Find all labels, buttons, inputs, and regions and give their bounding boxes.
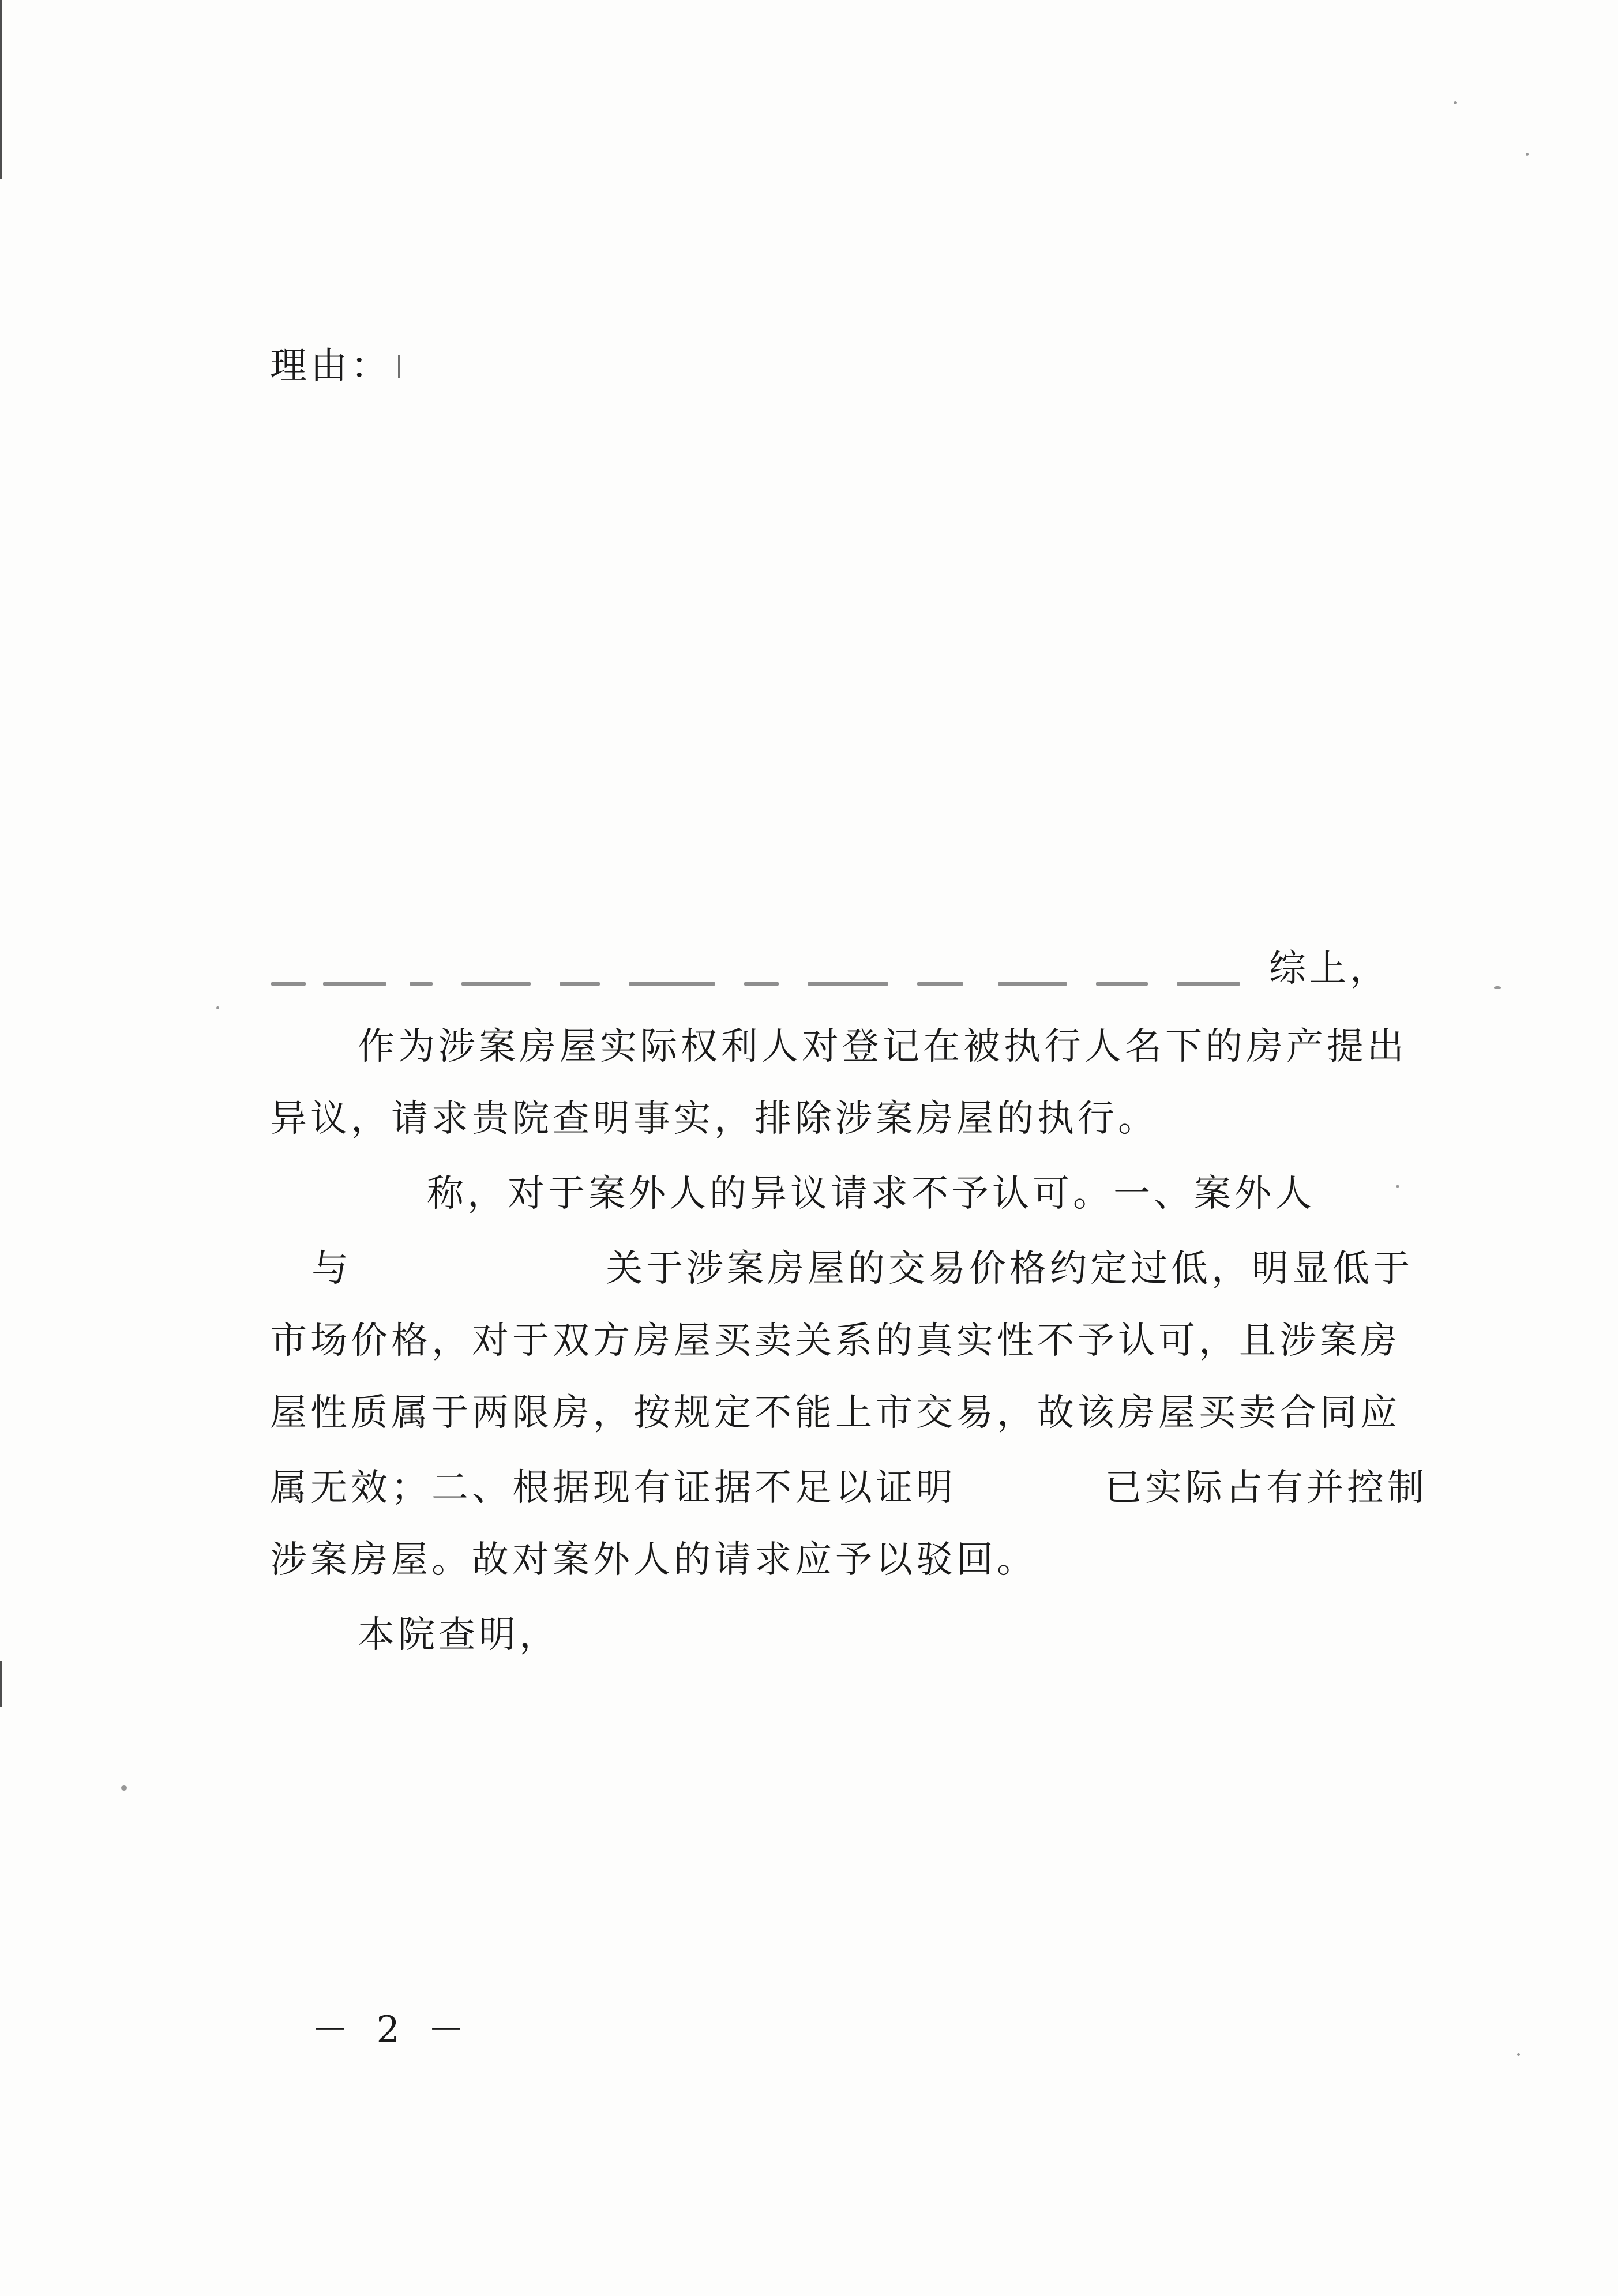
scan-speck xyxy=(1517,2053,1520,2056)
reason-label: 理由： xyxy=(270,345,391,388)
paragraph2-line6: 涉案房屋。故对案外人的请求应予以驳回。 xyxy=(270,1539,1037,1581)
paragraph2-line2-start: 与 xyxy=(311,1247,352,1290)
court-finding: 本院查明， xyxy=(358,1614,560,1656)
scan-edge-mark xyxy=(0,0,2,179)
page-number: － 2 － xyxy=(311,2009,473,2051)
scan-speck xyxy=(1396,1185,1399,1188)
paragraph2-line5-end: 已实际占有并控制 xyxy=(1105,1467,1428,1509)
redaction-stroke xyxy=(398,355,400,378)
summary-tail: 综上， xyxy=(1269,948,1390,990)
paragraph2-line1: 称，对于案外人的异议请求不予认可。一、案外人 xyxy=(427,1173,1315,1215)
scan-speck xyxy=(1526,153,1529,156)
paragraph1-line1: 作为涉案房屋实际权利人对登记在被执行人名下的房产提出 xyxy=(358,1025,1407,1068)
scan-edge-mark xyxy=(0,1661,2,1707)
paragraph1-line2: 异议，请求贵院查明事实，排除涉案房屋的执行。 xyxy=(270,1098,1158,1140)
paragraph2-line5-start: 属无效；二、根据现有证据不足以证明 xyxy=(270,1467,956,1509)
redacted-line-fragments xyxy=(271,980,1246,989)
scan-speck xyxy=(1494,986,1501,989)
paragraph2-line4: 屋性质属于两限房，按规定不能上市交易，故该房屋买卖合同应 xyxy=(270,1392,1401,1434)
paragraph2-line3: 市场价格，对于双方房屋买卖关系的真实性不予认可，且涉案房 xyxy=(270,1320,1401,1362)
paragraph2-line2-end: 关于涉案房屋的交易价格约定过低，明显低于 xyxy=(606,1247,1413,1290)
scan-speck xyxy=(121,1785,127,1791)
scan-speck xyxy=(216,1006,219,1009)
scan-speck xyxy=(1454,101,1457,104)
